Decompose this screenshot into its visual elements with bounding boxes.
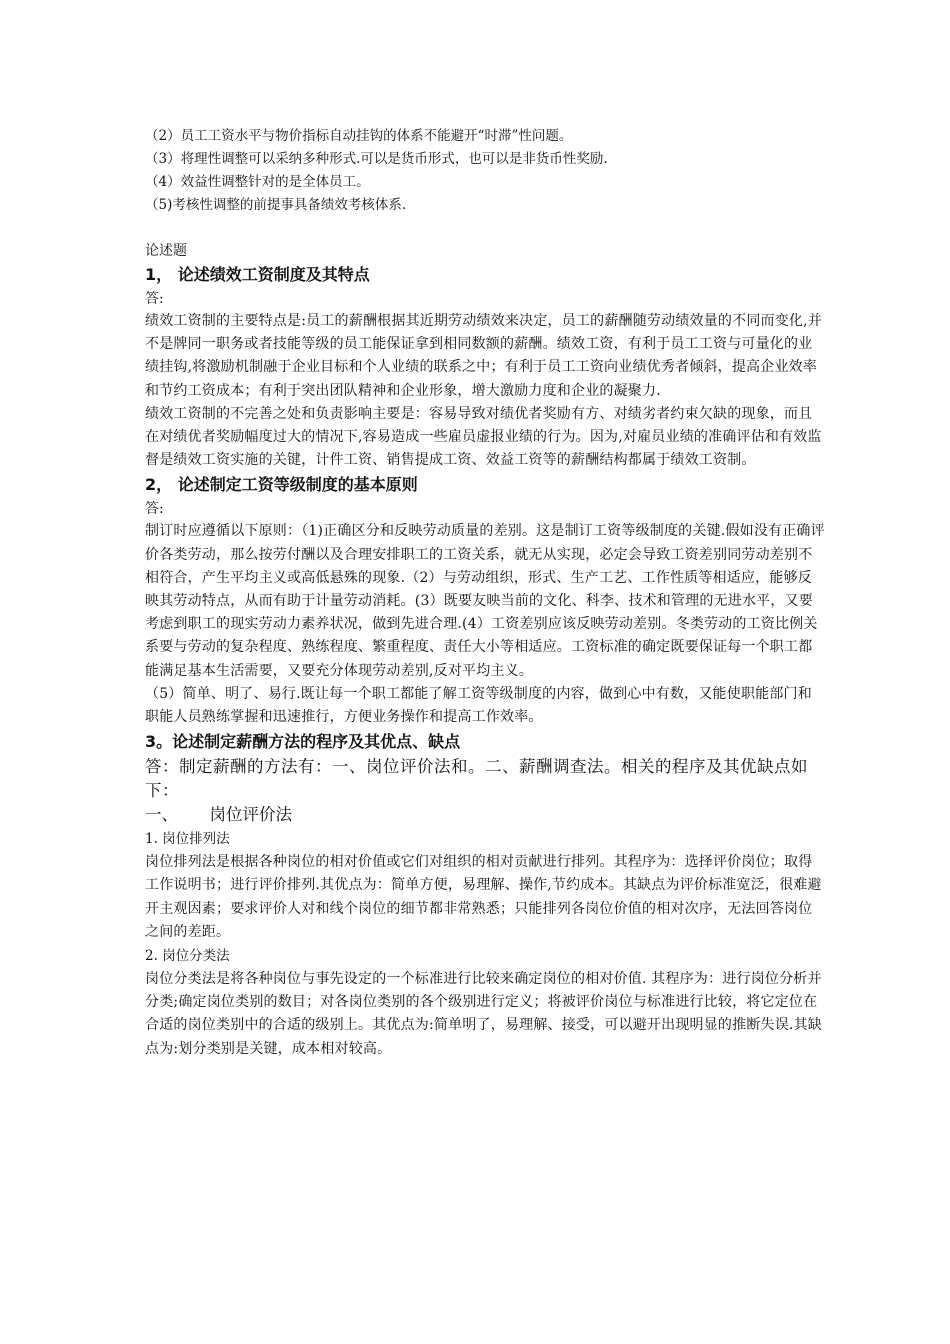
intro-item: （5)考核性调整的前提事具备绩效考核体系.: [145, 197, 407, 213]
answer-text: 答：制定薪酬的方法有：一、岗位评价法和。二、薪酬调查法。相关的程序及其优缺点如下：: [145, 757, 808, 801]
answer-paragraph: 制订时应遵循以下原则：（1)正确区分和反映劳动质量的差别。这是制订工资等级制度的关键.假如没有正确评价各类劳动，那么按劳付酬以及合理安排职工的工资关系，就无从实现，必定会导致工资差别同劳动差别不相符合，产生平均主义或高低悬殊的现象.（2）与劳动组织，形式、生产工艺、工作性质等相适应，能够反映其劳动特点，从而有助于计量劳动消耗。(3）既要友映当前的文化、科李、技术和管理的无进水平，又要考虑到职工的现实劳动力素养状况，做到先进合理.(4）工资差别应该反映劳动差别。冬类劳动的工资比例关系要与劳动的复杂程度、熟练程度、繁重程度、责任大小等相适应。工资标准的确定既要保证每一个职工都能满足基本生活需要，又要充分体现劳动差别,反对平均主义。: [145, 523, 825, 679]
question-3-title: 3。论述制定薪酬方法的程序及其优点、缺点: [145, 732, 461, 752]
method-item-label: 1. 岗位排列法: [145, 831, 230, 848]
intro-item: （3）将理性调整可以采纳多种形式.可以是货币形式，也可以是非货币性奖励.: [145, 151, 608, 167]
section-title: 论述题: [145, 243, 187, 259]
method-section-title: 一、 岗位评价法: [145, 805, 292, 825]
spacer: [145, 217, 825, 240]
method-item-text: 岗位排列法是根据各种岗位的相对价值或它们对组织的相对贡献进行排列。其程序为：选择评价岗位；取得工作说明书；进行评价排列.其优点为：简单方便，易理解、操作,节约成本。其缺点为评价标准宽泛，很难避开主观因素；要求评价人对和线个岗位的细节都非常熟悉；只能排列各岗位价值的相对次序，无法回答岗位之间的差距。: [145, 854, 822, 940]
intro-item: （4）效益性调整针对的是全体员工。: [145, 174, 370, 190]
document-page: [145, 125, 825, 1061]
intro-item: （2）员工工资水平与物价指标自动挂钩的体系不能避开“时滞”性问题。: [145, 128, 573, 144]
answer-label: 答:: [145, 501, 164, 518]
method-item-label: 2. 岗位分类法: [145, 948, 230, 965]
answer-paragraph: 绩效工资制的不完善之处和负责影响主要是：容易导致对绩优者奖励有方、对绩劣者约束欠缺的现象，而且在对绩优者奖励幅度过大的情况下,容易造成一些雇员虚报业绩的行为。因为,对雇员业绩的准确评估和有效监督是绩效工资实施的关键，计件工资、销售提成工资、效益工资等的薪酬结构都属于绩效工资制。: [145, 405, 822, 469]
answer-paragraph: （5）简单、明了、易行.既让每一个职工都能了解工资等级制度的内容，做到心中有数，又能使职能部门和职能人员熟练掌握和迅速推行，方便业务操作和提高工作效率。: [145, 685, 812, 726]
question-2-title: 2， 论述制定工资等级制度的基本原则: [145, 475, 418, 495]
method-item-text: 岗位分类法是将各种岗位与事先设定的一个标准进行比较来确定岗位的相对价值. 其程序为：进行岗位分析并分类;确定岗位类别的数目；对各岗位类别的各个级别进行定义；将被评价岗位与标准进行比较，将它定位在合适的岗位类别中的合适的级别上。其优点为:简单明了，易理解、接受，可以避开出现明显的推断失误.其缺点为:划分类别是关键，成本相对较高。: [145, 971, 822, 1057]
answer-label: 答:: [145, 291, 164, 307]
answer-paragraph: 绩效工资制的主要特点是:员工的薪酬根据其近期劳动绩效来决定，员工的薪酬随劳动绩效量的不同而变化,并不是牌同一职务或者技能等级的员工能保证拿到相同数额的薪酬。绩效工资，有利于员工工资与可量化的业绩挂钩,将激励机制融于企业目标和个人业绩的联系之中；有利于员工工资向业绩优秀者倾斜，提高企业效率和节约工资成本；有利于突出团队精神和企业形象，增大激励力度和企业的凝聚力.: [145, 313, 822, 399]
question-1-title: 1， 论述绩效工资制度及其特点: [145, 265, 370, 284]
